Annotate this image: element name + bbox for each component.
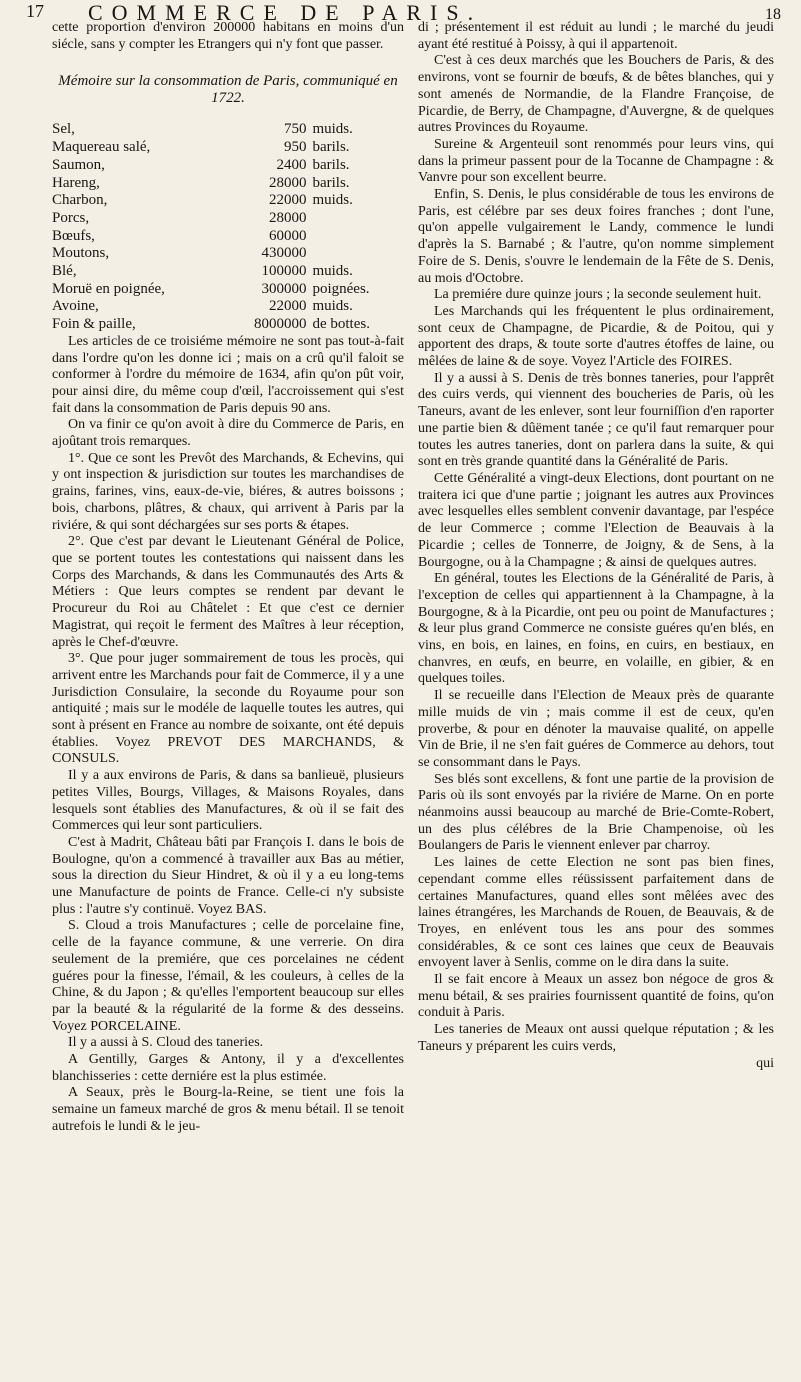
paragraph: Il se fait encore à Meaux un assez bon négoce de gros & menu bétail, & ses prairies fournissent quantité de foins, qu'on conduit à Paris. (418, 972, 774, 1021)
paragraph: Enfin, S. Denis, le plus considérable de tous les environs de Paris, est célébre par ses deux foires franches ; dont l'une, qu'on appelle vulgairement le Landy, commence le lundi d'après la S. Barnabé ; & l'autre, qu'on nomme simplement Foire de S. Denis, s'ouvre le lendemain de la Fête de S. Denis, au mois d'Octobre. (418, 187, 774, 286)
paragraph: Il y a aux environs de Paris, & dans sa banlieuë, plusieurs petites Villes, Bourgs, Villages, & Maisons Royales, dans lesquels sont établies des Manufactures, & où il se fait des Commerces qui leur sont particuliers. (52, 768, 404, 834)
ledger-quantity: 28000 (268, 174, 307, 191)
paragraph: 1°. Que ce sont les Prevôt des Marchands, & Echevins, qui y ont inspection & jurisdiction sur toutes les marchandises de grains, farines, vins, eaux-de-vie, biéres, & autres boissons ; bois, charbons, plâtres, & chaux, qui arrivent à Paris par la riviére, & qui sont déchargées sur ses ports & étapes. (52, 450, 404, 533)
paragraph: 2°. Que c'est par devant le Lieutenant Général de Police, que se portent toutes les contestations qui naissent dans les Corps des Marchands, & dans les Communautés des Arts & Métiers : Que leurs comptes se rendent par devant le Procureur du Roi au Châtelet : Et que c'est ce dernier Magistrat, qui reçoit le ferment des Maîtres à leur réception, après le Chef-d'œuvre. (52, 534, 404, 650)
ledger-quantity: 750 (283, 121, 307, 138)
ledger-quantity: 22000 (268, 298, 307, 315)
ledger-quantity: 950 (283, 139, 307, 156)
paragraph: Il y a aussi à S. Denis de très bonnes taneries, pour l'apprêt des cuirs verds, qui viennent des boucheries de Paris, où les Taneurs, avant de les enlever, sont leur fourniſſion d'en raporter une partie bien & dûëment tanée ; ce qu'il faut remarquer pour toutes les autres taneries, dont on parlera dans la suite, & qui sont en très grande quantité dans la Généralité de Paris. (418, 370, 774, 470)
ledger-row (52, 192, 404, 210)
ledger-item: Blé, (52, 263, 77, 280)
paragraph: Il y a aussi à S. Cloud des taneries. (68, 1035, 264, 1051)
ledger-row (52, 139, 404, 157)
ledger-unit: barils. (312, 139, 350, 156)
ledger-row (52, 298, 404, 316)
right-column (418, 20, 774, 1072)
paragraph: A Gentilly, Garges & Antony, il y a d'excellentes blanchisseries : cette derniére est la plus estimée. (52, 1052, 404, 1084)
ledger-quantity: 300000 (261, 280, 307, 297)
ledger-item: Avoine, (52, 298, 99, 315)
ledger-item: Charbon, (52, 192, 108, 209)
paragraph: Les laines de cette Election ne sont pas bien fines, cependant comme elles réüssissent parfaitement dans de certaines Manufactures, quand elles sont mêlées avec des laines étrangéres, les Marchands de Rouen, de Beauvais, & de Troyes, en enlévent tous les ans pour des sommes considérables, & ce sont ces laines que ceux de Beauvais envoyent laver à Senlis, comme on le dira dans la suite. (418, 855, 774, 971)
left-page-number: 17 (26, 1, 44, 21)
ledger-item: Foin & paille, (52, 316, 136, 333)
paragraph: La premiére dure quinze jours ; la seconde seulement huit. (434, 287, 762, 303)
ledger-quantity: 100000 (261, 263, 307, 280)
ledger-row (52, 245, 404, 263)
paragraph: C'est à Madrit, Château bâti par François I. dans le bois de Boulogne, qu'on a commencé à travailler aux Bas au métier, sous la direction du Sieur Hindret, & où il y a eu long-tems une Manufacture de points de France. Celle-ci n'y subsiste plus : l'autre s'y continuë. Voyez BAS. (52, 834, 404, 917)
ledger-row (52, 121, 404, 139)
ledger-unit: barils. (312, 156, 350, 173)
ledger-unit: muids. (312, 263, 353, 280)
paragraph: Les Marchands qui les fréquentent le plus ordinairement, sont ceux de Champagne, de Picardie, & de Poitou, qui y apportent des draps, & toute sorte d'autres étoffes de laine, ou mêlées de laine & de soye. Voyez l'Article des FOIRES. (418, 303, 774, 370)
paragraph: 3°. Que pour juger sommairement de tous les procès, qui arrivent entre les Marchands pour fait de Commerce, il y a une Jurisdiction Consulaire, la seconde du Royaume pour son antiquité ; mais sur le modéle de laquelle toutes les autres, qui sont à présent en France au nombre de soixante, ont été depuis établies. Voyez PREVOT DES MARCHANDS, & CONSULS. (52, 651, 404, 767)
paragraph: cette proportion d'environ 200000 habitans en moins d'un siécle, sans y compter les Etrangers qui n'y font que passer. (52, 20, 404, 52)
ledger-item: Bœufs, (52, 227, 95, 244)
paragraph: A Seaux, près le Bourg-la-Reine, se tient une fois la semaine un fameux marché de gros & menu bétail. Il se tenoit autrefois le lundi & le jeu- (52, 1085, 404, 1134)
consumption-table (52, 121, 404, 333)
ledger-quantity: 22000 (268, 192, 307, 209)
ledger-row (52, 175, 404, 193)
right-page-number: 18 (765, 6, 781, 23)
ledger-unit (312, 228, 404, 246)
paragraph: Ses blés sont excellens, & font une partie de la provision de Paris où ils sont envoyés par la riviére de Marne. On en porte néanmoins aussi beaucoup au marché de Brie-Comte-Robert, un des plus célébres de la Brie Champenoise, où les Boulangers de Paris le viennent enlever par charroy. (418, 771, 774, 854)
ledger-unit: muids. (312, 298, 353, 315)
ledger-unit: poignées. (312, 280, 370, 297)
ledger-row (52, 157, 404, 175)
ledger-item: Porcs, (52, 209, 90, 226)
ledger-row (52, 210, 404, 228)
ledger-quantity: 2400 (276, 156, 307, 173)
memoir-title: Mémoire sur la consommation de Paris, communiqué en 1722. (58, 73, 398, 107)
ledger-quantity: 430000 (261, 245, 307, 262)
ledger-unit: barils. (312, 174, 350, 191)
ledger-row (52, 316, 404, 334)
paragraph: Les taneries de Meaux ont aussi quelque réputation ; & les Taneurs y préparent les cuirs verds, (418, 1022, 774, 1054)
paragraph: Sureine & Argenteuil sont renommés pour leurs vins, qui dans la primeur passent pour de la Tocanne de Champagne : & Vanvre pour son excellent beurre. (418, 136, 774, 186)
ledger-quantity: 60000 (268, 227, 307, 244)
ledger-unit: de bottes. (312, 316, 370, 333)
ledger-item: Hareng, (52, 174, 100, 191)
running-title: COMMERCE DE PARIS. (88, 0, 483, 25)
paragraph: S. Cloud a trois Manufactures ; celle de porcelaine fine, celle de la fayance commune, & une verrerie. On dira seulement de la premiére, que ces porcelaines ne cédent guéres pour la finesse, l'émail, & les couleurs, à celles de la Chine, & du Japon ; & qu'elles l'emportent beaucoup sur elles par la beauté & la régularité de la forme & des desseins. Voyez PORCELAINE. (52, 918, 404, 1034)
ledger-item: Saumon, (52, 156, 105, 173)
ledger-quantity: 28000 (268, 209, 307, 226)
ledger-item: Maquereau salé, (52, 139, 151, 156)
paragraph: C'est à ces deux marchés que les Bouchers de Paris, & des environs, vont se fournir de bœufs, & de bêtes blanches, qui y sont amenés de Normandie, de la Flandre Françoise, de Picardie, de Berry, de Champagne, d'Auvergne, & de quelques autres Provinces du Royaume. (418, 53, 774, 136)
catchword: qui (756, 1055, 774, 1071)
ledger-item: Moruë en poignée, (52, 280, 165, 297)
ledger-unit (312, 245, 404, 263)
ledger-row (52, 228, 404, 246)
paragraph: di ; présentement il est réduit au lundi ; le marché du jeudi ayant été restitué à Poissy, à qui il appartenoit. (418, 20, 774, 52)
paragraph: Cette Généralité a vingt-deux Elections, dont pourtant on ne traitera ici que d'une partie ; joignant les autres aux Provinces avec lesquelles elles semblent convenir davantage, par l'espéce de leur Commerce ; comme l'Election de Beauvais à la Picardie ; celles de Tonnerre, de Joigny, & de Sens, à la Bourgogne, ou à la Champagne ; & ainsi de quelques autres. (418, 470, 774, 570)
ledger-unit: muids. (312, 192, 353, 209)
ledger-row (52, 263, 404, 281)
ledger-unit (312, 210, 404, 228)
running-header (0, 0, 801, 25)
paragraph: En général, toutes les Elections de la Généralité de Paris, à l'exception de celles qui appartiennent à la Champagne, à la Bourgogne, & à la Picardie, ont peu ou point de Manufactures ; & leur plus grand Commerce ne consiste guéres qu'en blés, en vins, en bois, en laines, en foins, en cuirs, en bestiaux, en chanvres, en œufs, en beurre, en volaille, en gibier, & en quelques toiles. (418, 571, 774, 687)
paragraph: Il se recueille dans l'Election de Meaux près de quarante mille muids de vin ; mais comme il est de ceux, qu'en proverbe, & pour en dénoter la mauvaise qualité, on appelle Vin de Brie, il ne s'en fait guéres de Commerce au dehors, tout se consommant dans le Pays. (418, 688, 774, 770)
ledger-row (52, 281, 404, 299)
ledger-unit: muids. (312, 121, 353, 138)
left-column (52, 20, 404, 1136)
ledger-quantity: 8000000 (253, 316, 307, 333)
ledger-item: Moutons, (52, 245, 110, 262)
paragraph: Les articles de ce troisiéme mémoire ne sont pas tout-à-fait dans l'ordre qu'on les donne ici ; mais on a crû qu'il faloit se conformer à l'ordre du mémoire de 1634, afin qu'on pût voir, pour ainsi dire, du même coup d'œil, l'accroissement qui s'est fait dans la consommation de Paris depuis 90 ans. (52, 333, 404, 416)
paragraph: On va finir ce qu'on avoit à dire du Commerce de Paris, en ajoûtant trois remarques. (52, 417, 404, 450)
ledger-item: Sel, (52, 121, 75, 138)
